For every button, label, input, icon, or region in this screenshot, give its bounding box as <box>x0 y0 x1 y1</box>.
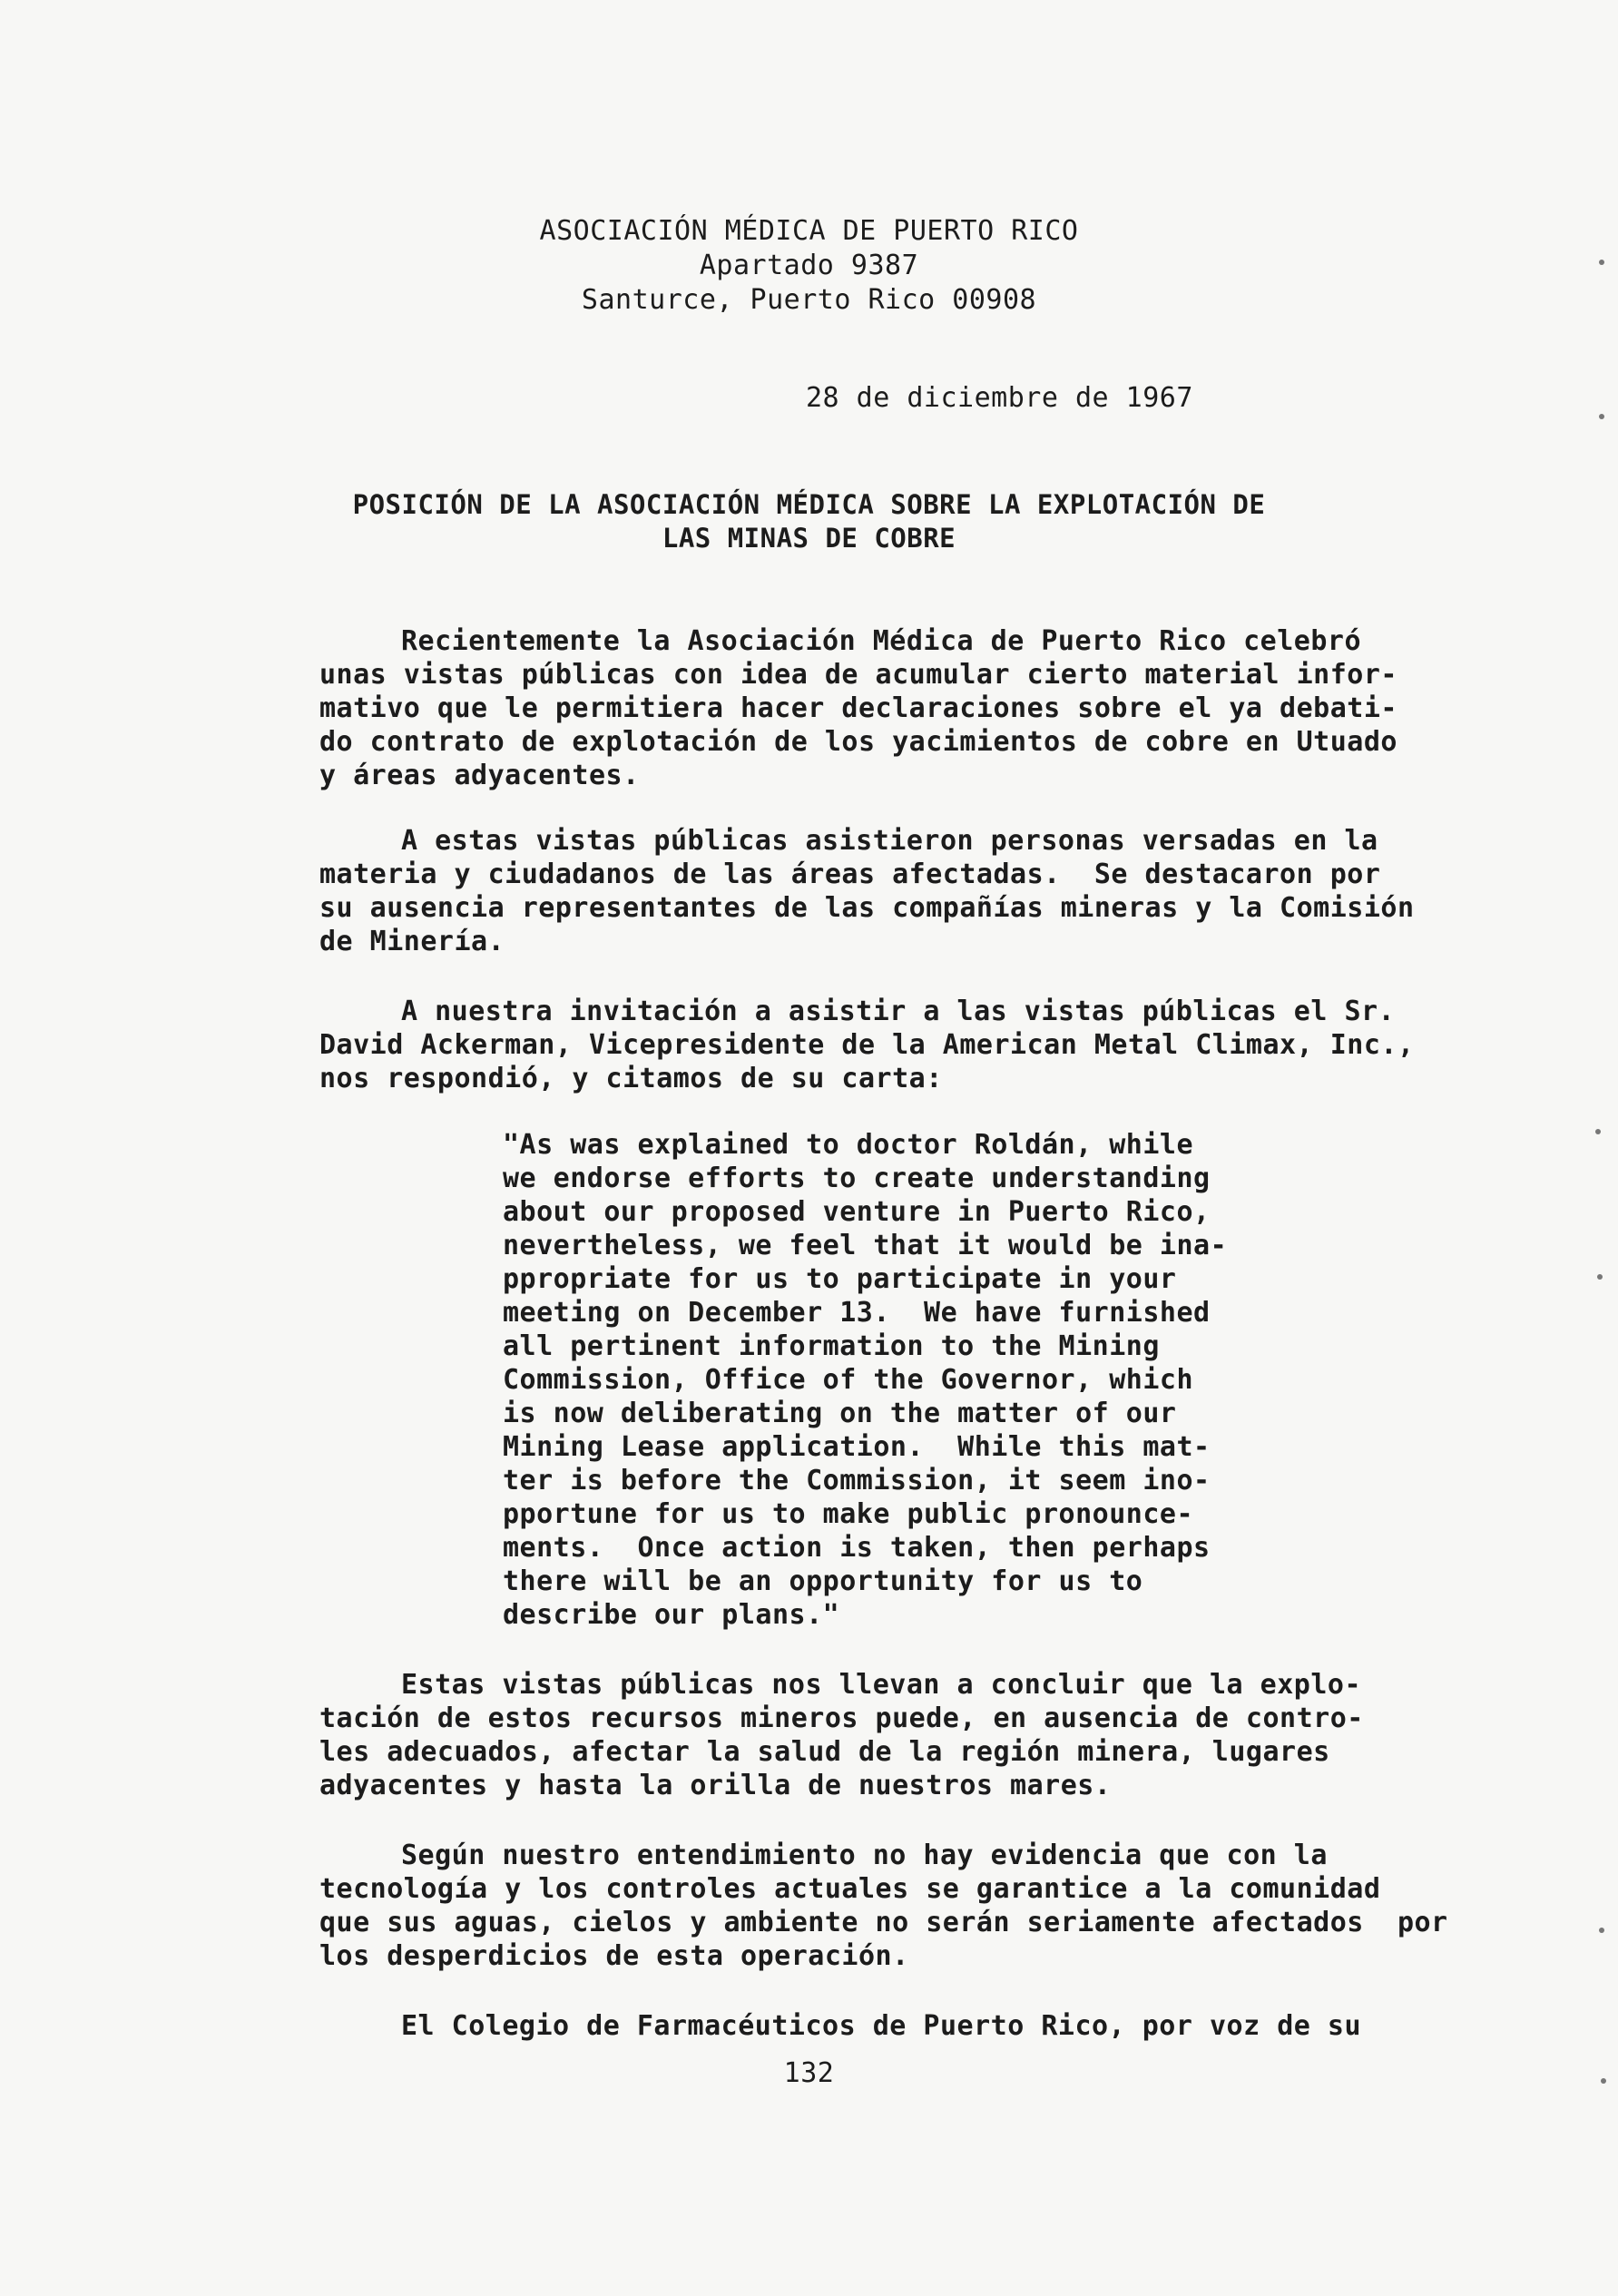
paragraph-line: nos respondió, y citamos de su carta: <box>319 1063 943 1094</box>
quote-line: we endorse efforts to create understanding <box>503 1163 1211 1194</box>
quote-line: nevertheless, we feel that it would be ina- <box>503 1230 1228 1261</box>
org-name: ASOCIACIÓN MÉDICA DE PUERTO RICO <box>539 215 1079 247</box>
paragraph-line: adyacentes y hasta la orilla de nuestros mares. <box>319 1770 1112 1801</box>
address-line-1: Apartado 9387 <box>699 250 919 281</box>
quote-line: "As was explained to doctor Roldán, while <box>503 1129 1194 1161</box>
paragraph-line: do contrato de explotación de los yacimientos de cobre en Utuado <box>319 726 1397 758</box>
paragraph-line: y áreas adyacentes. <box>319 760 640 791</box>
quote-line: ments. Once action is taken, then perhaps <box>503 1532 1211 1564</box>
quote-line: about our proposed venture in Puerto Rico, <box>503 1196 1211 1228</box>
paragraph-line: tación de estos recursos mineros puede, en ausencia de contro- <box>319 1702 1364 1734</box>
paragraph-line: su ausencia representantes de las compañías mineras y la Comisión <box>319 892 1415 924</box>
quote-line: describe our plans." <box>503 1599 840 1631</box>
page-number: 132 <box>783 2057 835 2089</box>
address-line-2: Santurce, Puerto Rico 00908 <box>581 284 1037 316</box>
scan-speck <box>1599 414 1604 419</box>
scan-speck <box>1601 2078 1606 2084</box>
paragraph-line: mativo que le permitiera hacer declaraciones sobre el ya debati- <box>319 692 1397 724</box>
paragraph-line: los desperdicios de esta operación. <box>319 1940 909 1972</box>
paragraph-line: El Colegio de Farmacéuticos de Puerto Rico, por voz de su <box>401 2010 1362 2042</box>
paragraph-line: unas vistas públicas con idea de acumular cierto material infor- <box>319 659 1397 691</box>
paragraph-line: les adecuados, afectar la salud de la región minera, lugares <box>319 1736 1330 1768</box>
quote-line: ter is before the Commission, it seem ino- <box>503 1465 1211 1496</box>
scan-speck <box>1597 1274 1603 1280</box>
quote-line: all pertinent information to the Mining <box>503 1330 1160 1362</box>
paragraph-line: David Ackerman, Vicepresidente de la American Metal Climax, Inc., <box>319 1029 1415 1061</box>
quote-line: Commission, Office of the Governor, which <box>503 1364 1194 1396</box>
paragraph-line: A estas vistas públicas asistieron personas versadas en la <box>401 825 1378 857</box>
paragraph-line: Recientemente la Asociación Médica de Puerto Rico celebró <box>401 625 1362 657</box>
document-title-line-2: LAS MINAS DE COBRE <box>662 523 956 554</box>
quote-line: there will be an opportunity for us to <box>503 1565 1143 1597</box>
document-date: 28 de diciembre de 1967 <box>806 382 1193 414</box>
scan-speck <box>1595 1129 1601 1134</box>
quote-line: is now deliberating on the matter of our <box>503 1398 1177 1429</box>
paragraph-line: materia y ciudadanos de las áreas afectadas. Se destacaron por <box>319 859 1381 890</box>
paragraph-line: Estas vistas públicas nos llevan a concluir que la explo- <box>401 1669 1362 1701</box>
quote-line: ppropriate for us to participate in your <box>503 1263 1177 1295</box>
paragraph-line: Según nuestro entendimiento no hay evidencia que con la <box>401 1840 1328 1871</box>
scan-speck <box>1599 260 1604 265</box>
document-title-line-1: POSICIÓN DE LA ASOCIACIÓN MÉDICA SOBRE LA EXPLOTACIÓN DE <box>352 489 1266 520</box>
paragraph-line: A nuestra invitación a asistir a las vistas públicas el Sr. <box>401 996 1396 1027</box>
quote-line: meeting on December 13. We have furnished <box>503 1297 1211 1329</box>
paragraph-line: tecnología y los controles actuales se garantice a la comunidad <box>319 1873 1381 1905</box>
scan-speck <box>1599 1928 1604 1933</box>
quote-line: Mining Lease application. While this mat- <box>503 1431 1211 1463</box>
paragraph-line: de Minería. <box>319 926 505 957</box>
paragraph-line: que sus aguas, cielos y ambiente no serán seriamente afectados por <box>319 1907 1448 1938</box>
quote-line: pportune for us to make public pronounce- <box>503 1498 1194 1530</box>
